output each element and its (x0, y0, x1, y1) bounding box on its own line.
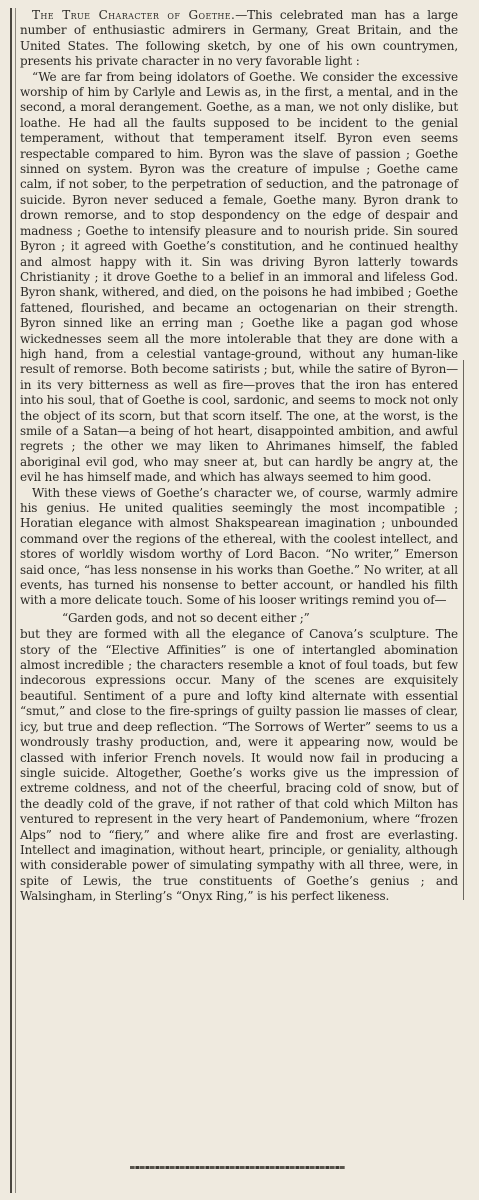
column-rule-left-inner (15, 8, 16, 1193)
article-heading: The True Character of Goethe. (32, 8, 236, 22)
column-rule-right (463, 360, 464, 900)
article-verse-quote: “Garden gods, and not so decent either ;” (62, 610, 310, 625)
column-rule-left (10, 8, 12, 1193)
article-column (20, 8, 458, 905)
end-ornament-rule (130, 1166, 345, 1169)
article-paragraph-1: “We are far from being idolators of Goethe. We consider the excessive worship of him by Carlyle and Lewis as, in the first, a mental, and in the second, a moral derangement. Goethe, as a man, we not only dislike, but loathe. He had all the faults supposed to be incident to the genial temperament, without that temperament itself. Byron even seems respectable compared to him. Byron was the slave of passion ; Goethe sinned on system. Byron was the creature of impulse ; Goethe came calm, if not sober, to the perpetration of seduction, and the patronage of suicide. Byron never seduced a female, Goethe many. Byron drank to drown remorse, and to stop despondency on the edge of despair and madness ; Goethe to intensify pleasure and to nourish pride. Sin soured Byron ; it agreed with Goethe’s constitution, and he continued healthy and almost happy with it. Sin was driving Byron latterly towards Christianity ; it drove Goethe to a belief in an immoral and lifeless God. Byron shank, withered, and died, on the poisons he had imbibed ; Goethe fattened, flourished, and became an octogenarian on their strength. Byron sinned like an erring man ; Goethe like a pagan god whose wickednesses seem all the more intolerable that they are done with a high hand, from a celestial vantage-ground, without any human-like result of remorse. Both become satirists ; but, while the satire of Byron—in its very bitterness as well as fire—proves that the iron has entered into his soul, that of Goethe is cool, sardonic, and seems to mock not only the object of its scorn, but that scorn itself. The one, at the worst, is the smile of a Satan—a being of hot heart, disappointed ambition, and awful regrets ; the other we may liken to Ahrimanes himself, the fabled aboriginal evil god, who may sneer at, but can hardly be angry at, the evil he has himself made, and which has always seemed to him good. (20, 69, 458, 485)
article-intro-paragraph (20, 8, 458, 70)
article-intro-text: —This celebrated man has a large number of enthusiastic admirers in Germany, Great Britain, and the United States. The following sketch, by one of his own countrymen, presents his private character in no very favorable light : (20, 8, 458, 69)
article-paragraph-3: but they are formed with all the elegance of Canova’s sculpture. The story of the “Elective Affinities” is one of intertangled abomination almost incredible ; the characters resemble a knot of foul toads, but few indecorous expressions occur. Many of the scenes are exquisitely beautiful. Sentiment of a pure and lofty kind alternate with essential “smut,” and close to the fire-springs of guilty passion lie masses of clear, icy, but true and deep reflection. “The Sorrows of Werter” seems to us a wondrously trashy production, and, were it appearing now, would be classed with inferior French novels. It would now fail in producing a single suicide. Altogether, Goethe’s works give us the impression of extreme coldness, and not of the cheerful, bracing cold of snow, but of the deadly cold of the grave, if not rather of that cold which Milton has ventured to represent in the very heart of Pandemonium, where “frozen Alps” nod to “fiery,” and where alike fire and frost are everlasting. Intellect and imagination, without heart, principle, or geniality, although with considerable power of simulating sympathy with all three, were, in spite of Lewis, the true constituents of Goethe’s genius ; and Walsingham, in Sterling’s “Onyx Ring,” is his perfect likeness. (20, 627, 458, 904)
article-paragraph-2: With these views of Goethe’s character we, of course, warmly admire his genius. He united qualities seemingly the most incompatible ; Horatian elegance with almost Shakspearean imagination ; unbounded command over the regions of the ethereal, with the coolest intellect, and stores of worldly wisdom worthy of Lord Bacon. “No writer,” Emerson said once, “has less nonsense in his works than Goethe.” No writer, at all events, has turned his nonsense to better account, or handled his filth with a more delicate touch. Some of his looser writings remind you of— (20, 485, 458, 608)
